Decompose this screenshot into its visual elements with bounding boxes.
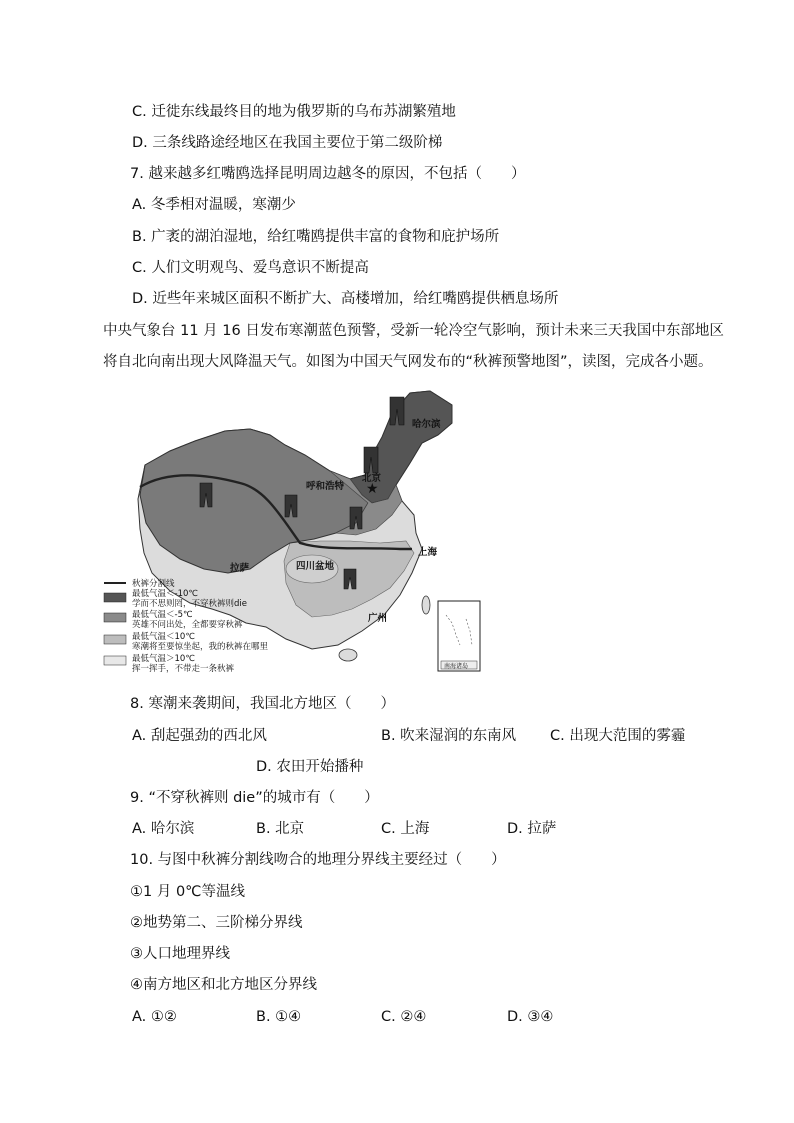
q6-option-c: C. 迁徙东线最终目的地为俄罗斯的乌布苏湖繁殖地 bbox=[132, 104, 456, 120]
legend-line-label: 秋裤分割线 bbox=[132, 579, 175, 589]
q10-stem: 10. 与图中秋裤分割线吻合的地理分界线主要经过（ ） bbox=[130, 852, 506, 868]
city-shanghai: 上海 bbox=[418, 547, 438, 558]
city-hohhot: 呼和浩特 bbox=[306, 481, 345, 492]
q10-statement-4: ④南方地区和北方地区分界线 bbox=[130, 977, 317, 993]
q6-option-d: D. 三条线路途经地区在我国主要位于第二级阶梯 bbox=[132, 135, 443, 151]
q10-option-d: D. ③④ bbox=[507, 1009, 554, 1025]
q10-statement-2: ②地势第二、三阶梯分界线 bbox=[130, 915, 303, 931]
legend-3b: 寒潮将至要惊坐起，我的秋裤在哪里 bbox=[132, 642, 269, 652]
q9-option-d: D. 拉萨 bbox=[507, 821, 557, 837]
city-harbin: 哈尔滨 bbox=[412, 419, 441, 430]
q7-stem: 7. 越来越多红嘴鸥选择昆明周边越冬的原因，不包括（ ） bbox=[130, 166, 526, 182]
beijing-star-icon: ★ bbox=[366, 481, 379, 497]
map-taiwan bbox=[422, 596, 430, 614]
intro-line-2: 将自北向南出现大风降温天气。如图为中国天气网发布的“秋裤预警地图”，读图，完成各小题。 bbox=[103, 354, 713, 370]
q8-option-d: D. 农田开始播种 bbox=[256, 759, 364, 775]
q9-option-b: B. 北京 bbox=[256, 821, 305, 837]
legend-2b: 英雄不问出处，全都要穿秋裤 bbox=[132, 620, 243, 630]
inset-label: 南海诸岛 bbox=[444, 663, 469, 670]
q8-option-a: A. 刮起强劲的西北风 bbox=[132, 728, 267, 744]
city-beijing: 北京 bbox=[362, 473, 382, 484]
legend-2a: 最低气温＜-5℃ bbox=[132, 610, 193, 620]
q7-option-b: B. 广袤的湖泊湿地，给红嘴鸥提供丰富的食物和庇护场所 bbox=[132, 229, 500, 245]
legend-4a: 最低气温＞10℃ bbox=[132, 654, 195, 664]
q10-option-c: C. ②④ bbox=[381, 1009, 427, 1025]
q9-option-c: C. 上海 bbox=[381, 821, 430, 837]
city-lhasa: 拉萨 bbox=[230, 563, 250, 574]
q8-option-c: C. 出现大范围的雾霾 bbox=[550, 728, 686, 744]
q8-option-b: B. 吹来湿润的东南风 bbox=[381, 728, 517, 744]
q10-option-b: B. ①④ bbox=[256, 1009, 302, 1025]
q8-stem: 8. 寒潮来袭期间，我国北方地区（ ） bbox=[130, 696, 395, 712]
legend-3a: 最低气温＜10℃ bbox=[132, 632, 195, 642]
legend-4b: 挥一挥手，不带走一条秋裤 bbox=[132, 664, 235, 674]
q7-option-c: C. 人们文明观鸟、爱鸟意识不断提高 bbox=[132, 260, 369, 276]
map-hainan bbox=[339, 649, 357, 661]
city-sichuan-basin: 四川盆地 bbox=[296, 561, 335, 572]
city-guangzhou: 广州 bbox=[368, 613, 388, 624]
q7-option-d: D. 近些年来城区面积不断扩大、高楼增加，给红嘴鸥提供栖息场所 bbox=[132, 291, 559, 307]
south-china-sea-inset bbox=[438, 601, 480, 671]
q9-stem: 9. “不穿秋裤则 die”的城市有（ ） bbox=[130, 790, 379, 806]
legend-1a: 最低气温＜-10℃ bbox=[132, 589, 198, 599]
qiuku-warning-map bbox=[100, 383, 490, 679]
intro-line-1: 中央气象台 11 月 16 日发布寒潮蓝色预警，受新一轮冷空气影响，预计未来三天我国中东部地区 bbox=[103, 323, 724, 339]
q10-statement-3: ③人口地理界线 bbox=[130, 946, 230, 962]
q10-statement-1: ①1 月 0℃等温线 bbox=[130, 884, 245, 900]
q10-option-a: A. ①② bbox=[132, 1009, 177, 1025]
q9-option-a: A. 哈尔滨 bbox=[132, 821, 195, 837]
legend-1b: 学而不思则罔，不穿秋裤则die bbox=[132, 599, 247, 609]
q7-option-a: A. 冬季相对温暖，寒潮少 bbox=[132, 197, 296, 213]
